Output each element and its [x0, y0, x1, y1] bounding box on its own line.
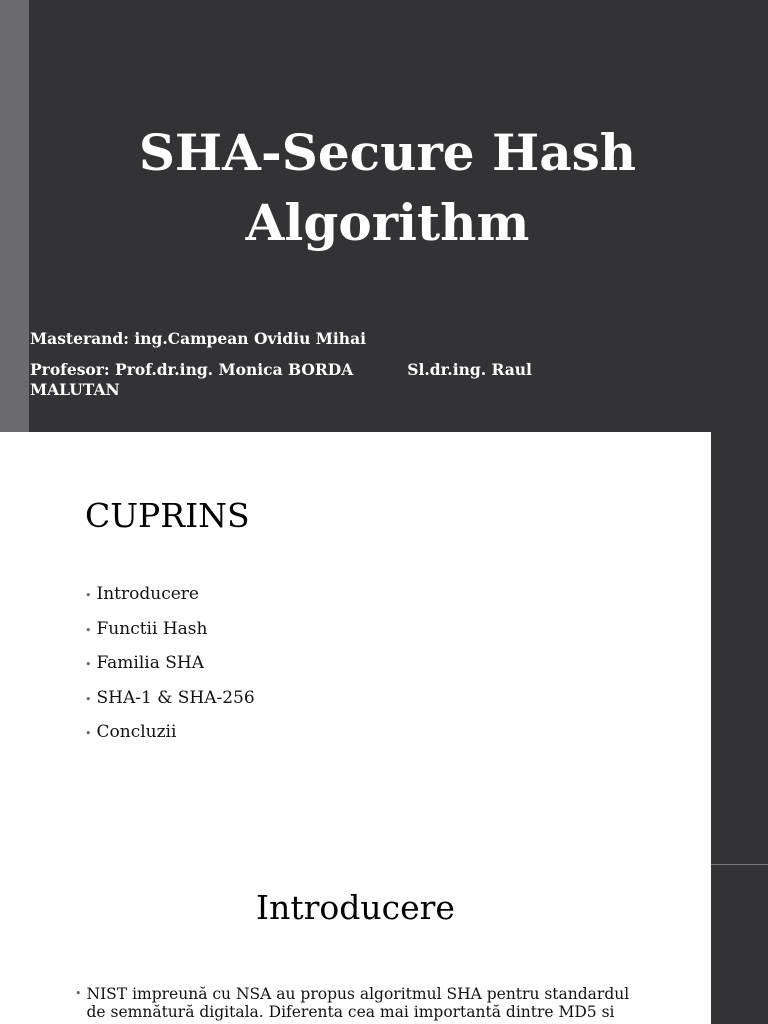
bullet-icon: •	[85, 692, 92, 706]
slide-divider	[711, 864, 768, 865]
list-item-label: Functii Hash	[96, 618, 208, 639]
contents-list	[85, 578, 255, 751]
list-item-label: Introducere	[96, 584, 199, 604]
contents-heading: CUPRINS	[85, 496, 250, 535]
intro-heading: Introducere	[256, 888, 455, 927]
intro-paragraph-text	[87, 985, 630, 1021]
intro-paragraph-line-2: de semnătură digitala. Diferenta cea mai importantă dintre MD5 si	[86, 1003, 615, 1021]
list-item-label: Concluzii	[96, 722, 177, 742]
coprofesor-name: Sl.dr.ing. Raul	[407, 360, 532, 379]
slide-accent-bar	[0, 0, 29, 432]
masterand-line: Masterand: ing.Campean Ovidiu Mihai	[30, 329, 366, 348]
list-item	[85, 716, 255, 751]
bullet-icon: •	[85, 589, 92, 602]
list-item-label: SHA-1 & SHA-256	[96, 687, 255, 708]
list-item-label: Familia SHA	[96, 653, 204, 673]
intro-slide	[0, 866, 711, 1024]
slide-side-strip	[711, 432, 768, 1024]
intro-paragraph	[75, 985, 635, 1021]
bullet-icon: •	[85, 727, 92, 740]
list-item	[85, 578, 255, 613]
profesor-name: Profesor: Prof.dr.ing. Monica BORDA	[30, 360, 354, 379]
bullet-icon: •	[75, 987, 82, 1000]
slide-title-line-1: SHA-Secure Hash	[138, 123, 637, 182]
coprofesor-name-continued: MALUTAN	[30, 380, 120, 399]
list-item	[85, 682, 255, 717]
list-item	[85, 613, 255, 648]
title-slide	[0, 0, 768, 432]
bullet-icon: •	[85, 658, 92, 671]
list-item	[85, 647, 255, 682]
slide-title-line-2: Algorithm	[245, 193, 530, 252]
slide-title	[60, 118, 715, 258]
contents-slide	[0, 432, 711, 866]
bullet-icon: •	[85, 623, 92, 637]
intro-paragraph-line-1: NIST impreună cu NSA au propus algoritmul SHA pentru standardul	[86, 985, 630, 1003]
profesor-line	[30, 360, 570, 400]
